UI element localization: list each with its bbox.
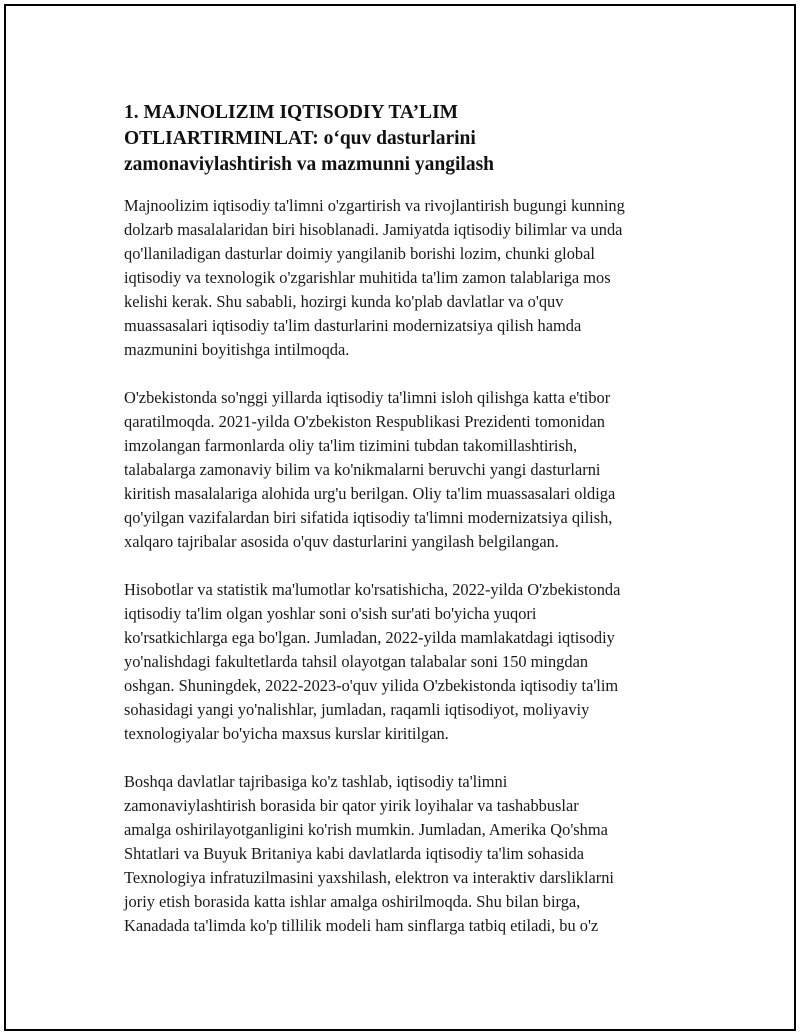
page-frame	[4, 4, 796, 1031]
paragraph-3	[124, 578, 694, 746]
text-line: O'zbekistonda so'nggi yillarda iqtisodiy ta'limni isloh qilishga katta e'tibor	[124, 388, 611, 407]
heading-line: zamonaviylashtirish va mazmunni yangilash	[124, 154, 495, 175]
text-line: Shtatlari va Buyuk Britaniya kabi davlatlarda iqtisodiy ta'lim sohasida	[124, 844, 584, 863]
text-line: zamonaviylashtirish borasida bir qator yirik loyihalar va tashabbuslar	[124, 796, 579, 815]
section-heading	[124, 100, 694, 178]
text-line: qo'llaniladigan dasturlar doimiy yangilanib borishi lozim, chunki global	[124, 244, 595, 263]
text-line: qo'yilgan vazifalardan biri sifatida iqtisodiy ta'limni modernizatsiya qilish,	[124, 508, 613, 527]
text-line: Kanadada ta'limda ko'p tillilik modeli ham sinflarga tatbiq etiladi, bu o'z	[124, 916, 599, 935]
text-line: imzolangan farmonlarda oliy ta'lim tizimini tubdan takomillashtirish,	[124, 436, 578, 455]
text-line: Texnologiya infratuzilmasini yaxshilash, elektron va interaktiv darsliklarni	[124, 868, 614, 887]
text-line: iqtisodiy va texnologik o'zgarishlar muhitida ta'lim zamon talablariga mos	[124, 268, 611, 287]
text-line: Hisobotlar va statistik ma'lumotlar ko'rsatishicha, 2022-yilda O'zbekistonda	[124, 580, 621, 599]
heading-line: OTLIARTIRMINLAT: o‘quv dasturlarini	[124, 128, 476, 149]
text-line: muassasalari iqtisodiy ta'lim dasturlarini modernizatsiya qilish hamda	[124, 316, 582, 335]
text-line: mazmunini boyitishga intilmoqda.	[124, 340, 350, 359]
paragraph-1	[124, 194, 694, 362]
text-line: oshgan. Shuningdek, 2022-2023-o'quv yilida O'zbekistonda iqtisodiy ta'lim	[124, 676, 619, 695]
text-line: Boshqa davlatlar tajribasiga ko'z tashlab, iqtisodiy ta'limni	[124, 772, 508, 791]
text-line: kelishi kerak. Shu sababli, hozirgi kunda ko'plab davlatlar va o'quv	[124, 292, 564, 311]
text-line: ko'rsatkichlarga ega bo'lgan. Jumladan, 2022-yilda mamlakatdagi iqtisodiy	[124, 628, 615, 647]
paragraph-4	[124, 770, 694, 938]
text-line: amalga oshirilayotganligini ko'rish mumkin. Jumladan, Amerika Qo'shma	[124, 820, 608, 839]
text-line: talabalarga zamonaviy bilim va ko'nikmalarni beruvchi yangi dasturlarni	[124, 460, 601, 479]
text-line: iqtisodiy ta'lim olgan yoshlar soni o'sish sur'ati bo'yicha yuqori	[124, 604, 537, 623]
text-line: joriy etish borasida katta ishlar amalga oshirilmoqda. Shu bilan birga,	[124, 892, 581, 911]
text-line: sohasidagi yangi yo'nalishlar, jumladan, raqamli iqtisodiyot, moliyaviy	[124, 700, 590, 719]
text-line: xalqaro tajribalar asosida o'quv dasturlarini yangilash belgilangan.	[124, 532, 559, 551]
paragraph-2	[124, 386, 694, 554]
text-line: qaratilmoqda. 2021-yilda O'zbekiston Respublikasi Prezidenti tomonidan	[124, 412, 605, 431]
text-line: yo'nalishdagi fakultetlarda tahsil olayotgan talabalar soni 150 mingdan	[124, 652, 589, 671]
text-line: kiritish masalalariga alohida urg'u berilgan. Oliy ta'lim muassasalari oldiga	[124, 484, 616, 503]
text-line: Majnoolizim iqtisodiy ta'limni o'zgartirish va rivojlantirish bugungi kunning	[124, 196, 625, 215]
document-body	[124, 100, 694, 962]
text-line: dolzarb masalalaridan biri hisoblanadi. Jamiyatda iqtisodiy bilimlar va unda	[124, 220, 623, 239]
text-line: texnologiyalar bo'yicha maxsus kurslar kiritilgan.	[124, 724, 449, 743]
heading-line: 1. MAJNOLIZIM IQTISODIY TA’LIM	[124, 102, 459, 123]
